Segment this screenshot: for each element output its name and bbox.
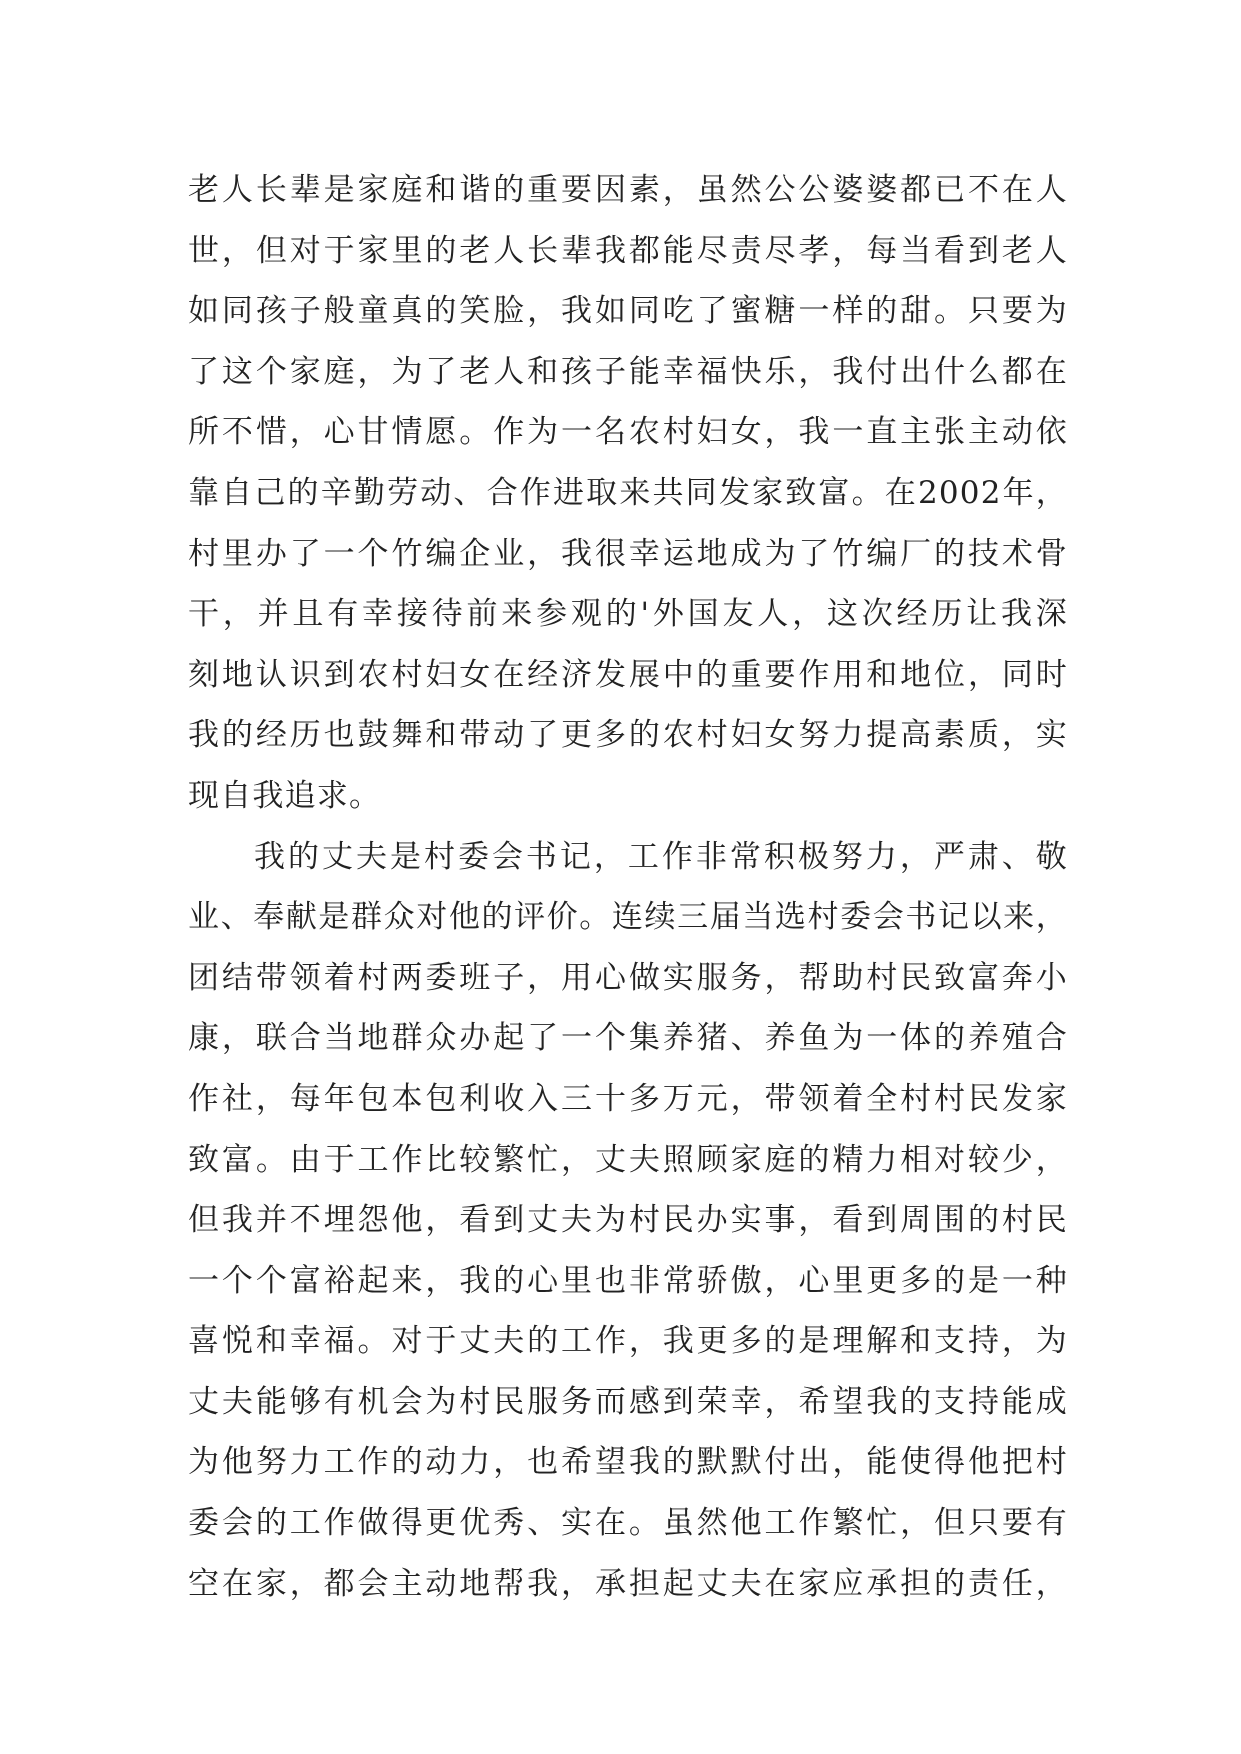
text-line: 团结带领着村两委班子，用心做实服务，帮助村民致富奔小 [188,959,1068,996]
text-line: 喜悦和幸福。对于丈夫的工作，我更多的是理解和支持，为 [188,1323,1068,1360]
text-line: 村里办了一个竹编企业，我很幸运地成为了竹编厂的技术骨 [188,535,1068,572]
text-line: 了这个家庭，为了老人和孩子能幸福快乐，我付出什么都在 [188,353,1068,390]
text-line: 康，联合当地群众办起了一个集养猪、养鱼为一体的养殖合 [188,1020,1068,1057]
text-line: 作社，每年包本包利收入三十多万元，带领着全村村民发家 [188,1080,1068,1117]
text-line: 空在家，都会主动地帮我，承担起丈夫在家应承担的责任， [188,1565,1068,1602]
text-line: 业、奉献是群众对他的评价。连续三届当选村委会书记以来， [188,899,1068,936]
text-line: 现自我追求。 [188,777,382,814]
document-body [188,160,1068,1614]
text-line: 一个个富裕起来，我的心里也非常骄傲，心里更多的是一种 [188,1262,1068,1299]
text-line: 为他努力工作的动力，也希望我的默默付出，能使得他把村 [188,1444,1068,1481]
text-line: 丈夫能够有机会为村民服务而感到荣幸，希望我的支持能成 [188,1383,1068,1420]
text-line: 致富。由于工作比较繁忙，丈夫照顾家庭的精力相对较少， [188,1141,1068,1178]
text-line: 委会的工作做得更优秀、实在。虽然他工作繁忙，但只要有 [188,1505,1068,1542]
text-line: 但我并不埋怨他，看到丈夫为村民办实事，看到周围的村民 [188,1202,1068,1239]
text-line: 靠自己的辛勤劳动、合作进取来共同发家致富。在2002年， [188,474,1068,511]
text-line: 世，但对于家里的老人长辈我都能尽责尽孝，每当看到老人 [188,232,1068,269]
text-line: 老人长辈是家庭和谐的重要因素，虽然公公婆婆都已不在人 [188,172,1068,208]
text-line: 我的丈夫是村委会书记，工作非常积极努力，严肃、敬 [254,838,1068,875]
text-line: 刻地认识到农村妇女在经济发展中的重要作用和地位，同时 [188,656,1068,693]
text-line: 所不惜，心甘情愿。作为一名农村妇女，我一直主张主动依 [188,414,1068,451]
text-line: 我的经历也鼓舞和带动了更多的农村妇女努力提高素质，实 [188,717,1068,754]
text-line: 如同孩子般童真的笑脸，我如同吃了蜜糖一样的甜。只要为 [188,293,1068,330]
text-line: 干，并且有幸接待前来参观的'外国友人，这次经历让我深 [188,596,1068,633]
